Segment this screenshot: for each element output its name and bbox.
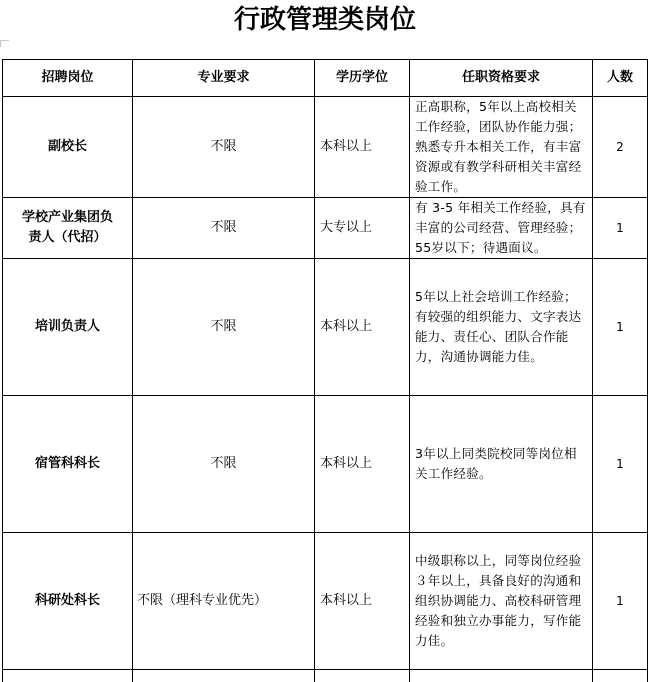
table-row xyxy=(3,259,648,396)
header-count: 人数 xyxy=(593,60,648,97)
count-cell: 1 xyxy=(593,259,648,396)
table-row xyxy=(3,533,648,670)
partial-cell xyxy=(593,670,648,682)
table-header-row xyxy=(3,60,648,97)
header-position: 招聘岗位 xyxy=(3,60,133,97)
major-cell: 不限（理科专业优先） xyxy=(133,533,315,670)
qualification-cell: 中级职称以上，同等岗位经验３年以上，具备良好的沟通和组织协调能力、高校科研管理经验和独立办事能力，写作能力佳。 xyxy=(410,533,593,670)
job-table xyxy=(2,59,648,682)
position-cell: 副校长 xyxy=(3,97,133,198)
count-cell: 2 xyxy=(593,97,648,198)
education-cell: 本科以上 xyxy=(315,259,410,396)
count-cell: 1 xyxy=(593,533,648,670)
page-title: 行政管理类岗位 xyxy=(0,0,650,48)
header-education: 学历学位 xyxy=(315,60,410,97)
position-cell: 学校产业集团负责人（代招） xyxy=(3,198,133,259)
education-cell: 本科以上 xyxy=(315,396,410,533)
corner-mark xyxy=(0,40,9,47)
education-cell: 本科以上 xyxy=(315,97,410,198)
qualification-cell: 5年以上社会培训工作经验；有较强的组织能力、文字表达能力、责任心、团队合作能力，沟通协调能力佳。 xyxy=(410,259,593,396)
position-cell: 培训负责人 xyxy=(3,259,133,396)
partial-cell xyxy=(3,670,133,682)
qualification-cell: 3年以上同类院校同等岗位相关工作经验。 xyxy=(410,396,593,533)
table-row xyxy=(3,396,648,533)
position-cell: 科研处科长 xyxy=(3,533,133,670)
count-cell: 1 xyxy=(593,396,648,533)
qualification-cell: 正高职称，5年以上高校相关工作经验，团队协作能力强；熟悉专升本相关工作，有丰富资源或有教学科研相关丰富经验工作。 xyxy=(410,97,593,198)
partial-cell xyxy=(410,670,593,682)
partial-cell xyxy=(315,670,410,682)
qualification-cell: 有 3-5 年相关工作经验，具有丰富的公司经营、管理经验；55岁以下；待遇面议。 xyxy=(410,198,593,259)
education-cell: 本科以上 xyxy=(315,533,410,670)
table-row xyxy=(3,97,648,198)
major-cell: 不限 xyxy=(133,198,315,259)
major-cell: 不限 xyxy=(133,97,315,198)
major-cell: 不限 xyxy=(133,259,315,396)
header-qualification: 任职资格要求 xyxy=(410,60,593,97)
count-cell: 1 xyxy=(593,198,648,259)
table-row xyxy=(3,198,648,259)
major-cell: 不限 xyxy=(133,396,315,533)
header-major: 专业要求 xyxy=(133,60,315,97)
position-cell: 宿管科科长 xyxy=(3,396,133,533)
partial-cell xyxy=(133,670,315,682)
table-row-partial xyxy=(3,670,648,682)
education-cell: 大专以上 xyxy=(315,198,410,259)
